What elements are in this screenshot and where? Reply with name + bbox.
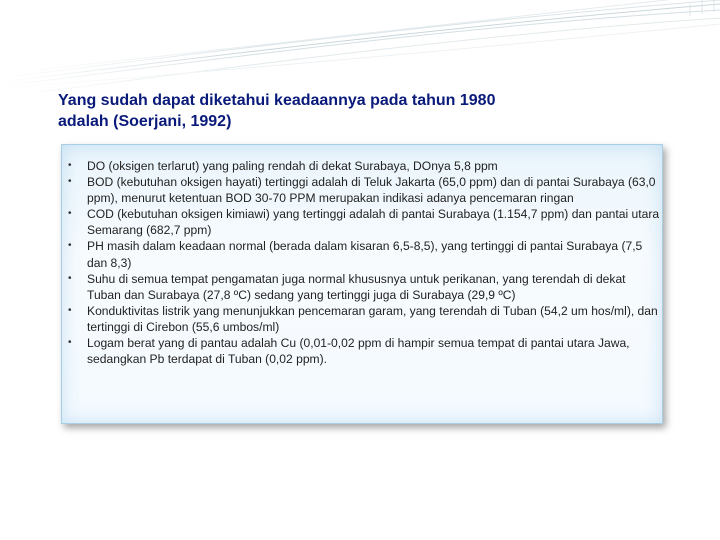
slide-title-line-2: adalah (Soerjani, 1992): [58, 113, 232, 130]
bullet-dot: •: [68, 272, 72, 284]
bullet-item-suhu: [68, 271, 662, 303]
bullet-dot: •: [68, 160, 72, 171]
bullet-text: Logam berat yang di pantau adalah Cu (0,01-0,02 ppm di hampir semua tempat di pantai utara Jawa, sedangkan Pb terdapat di Tuban (0,02 ppm).: [87, 336, 630, 367]
bullet-dot: •: [68, 208, 72, 220]
bullet-item-cod: [68, 206, 662, 238]
slide-title-line-1: Yang sudah dapat diketahui keadaannya pada tahun 1980: [58, 92, 496, 109]
bullet-text: Konduktivitas listrik yang menunjukkan pencemaran garam, yang terendah di Tuban (54,2 um hos/ml), dan tertinggi di Cirebon (55,6 umbos/ml): [87, 303, 658, 334]
bullet-text: COD (kebutuhan oksigen kimiawi) yang tertinggi adalah di pantai Surabaya (1.154,7 ppm) dan pantai utara Semarang (682,7 ppm): [87, 207, 660, 238]
bullet-item-do: [68, 158, 662, 174]
content-panel: [61, 144, 663, 424]
bullet-item-konduktivitas: [68, 303, 662, 335]
bullet-dot: •: [68, 337, 72, 349]
bullet-text: PH masih dalam keadaan normal (berada dalam kisaran 6,5-8,5), yang tertinggi di pantai Surabaya (7,5 dan 8,3): [87, 239, 643, 270]
bullet-text: DO (oksigen terlarut) yang paling rendah di dekat Surabaya, DOnya 5,8 ppm: [87, 159, 498, 173]
bullet-item-logam-berat: [68, 335, 662, 367]
slide-title: [58, 90, 658, 132]
bullet-item-ph: [68, 238, 662, 270]
bullet-list: [68, 158, 662, 367]
bullet-dot: •: [68, 304, 72, 316]
bullet-dot: •: [68, 176, 72, 188]
bullet-text: BOD (kebutuhan oksigen hayati) tertinggi adalah di Teluk Jakarta (65,0 ppm) dan di pantai Surabaya (63,0 ppm), menurut ketentuan BOD 30-70 PPM merupakan indikasi adanya pencemaran ringan: [87, 175, 656, 206]
bullet-item-bod: [68, 174, 662, 206]
bullet-dot: •: [68, 240, 72, 252]
bullet-text: Suhu di semua tempat pengamatan juga normal khususnya untuk perikanan, yang terendah di dekat Tuban dan Surabaya (27,8 ºC) sedang yang tertinggi juga di Surabaya (29,9 ºC): [87, 271, 626, 302]
